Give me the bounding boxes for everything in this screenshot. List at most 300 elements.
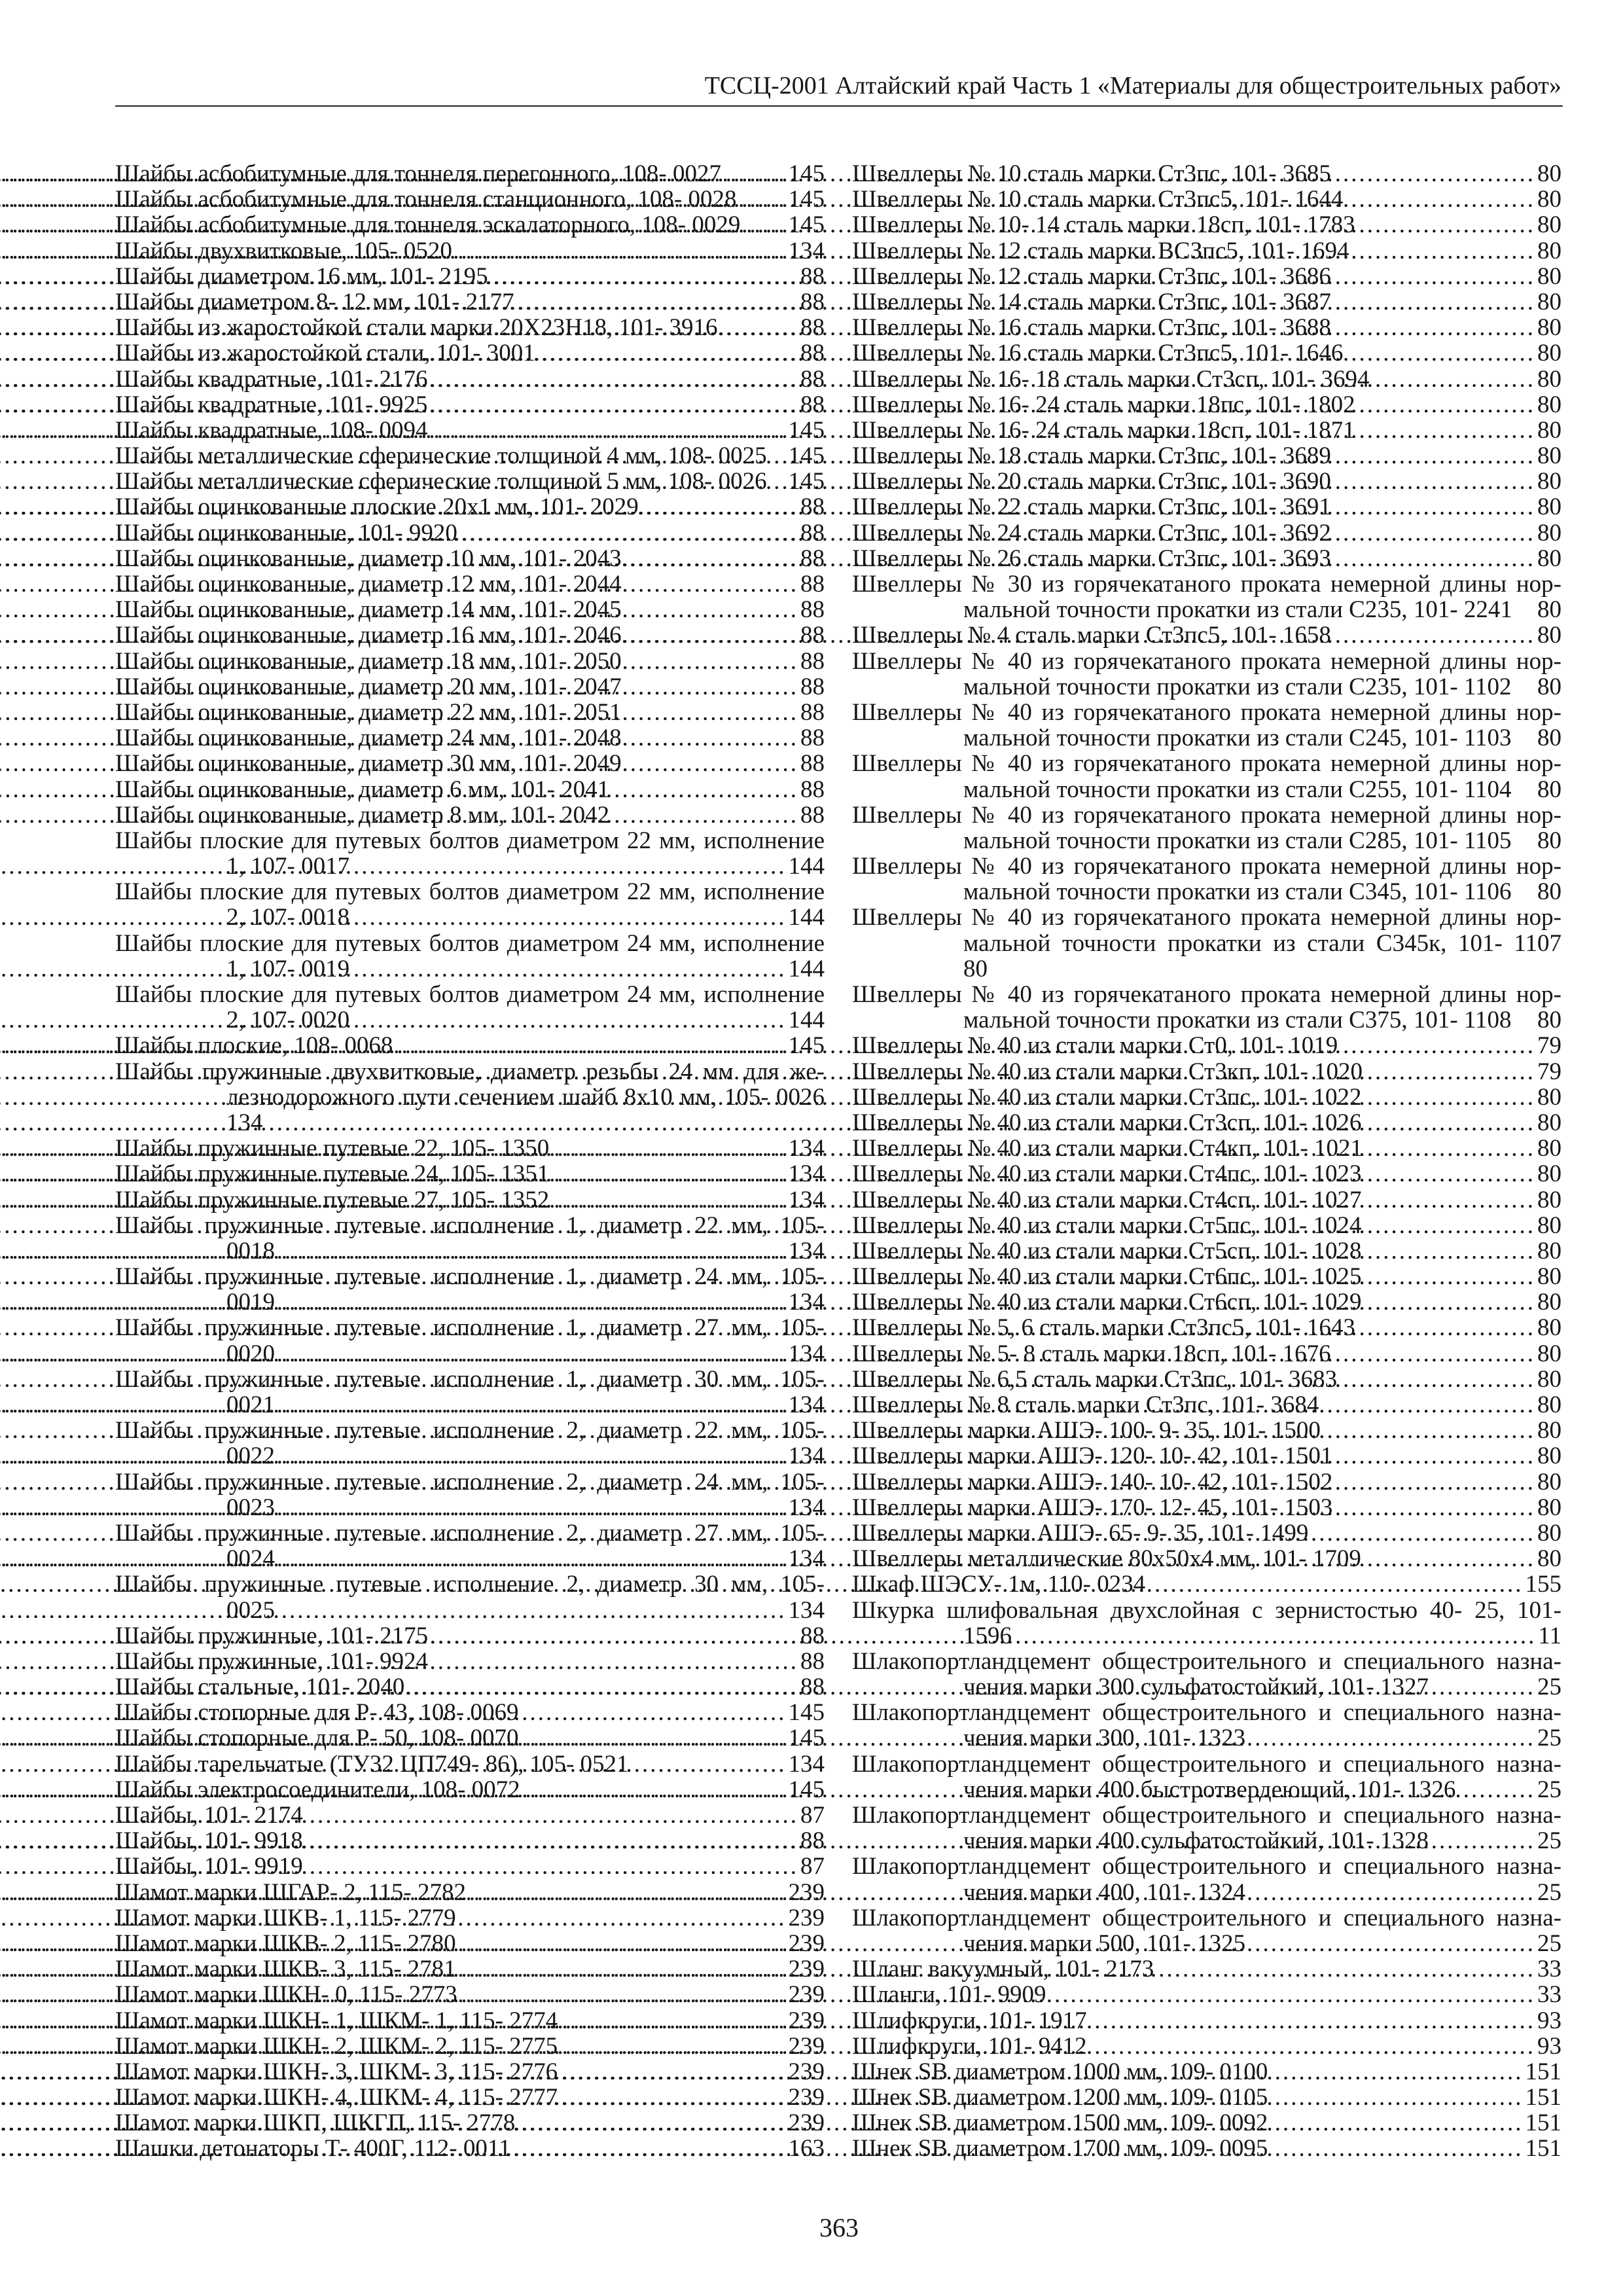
entry-line <box>115 1007 825 1033</box>
entry-text: Швеллеры № 40 из стали марки Ст3кп, 101- 1020 <box>852 1058 1363 1085</box>
leader-dots <box>1013 520 1535 546</box>
index-entry <box>852 392 1561 418</box>
entry-text: Швеллеры металлические 80х50х4 мм, 101- 1709 <box>852 1545 1361 1573</box>
entry-page-number: 80 <box>1537 211 1561 239</box>
entry-text: 0025 <box>226 1596 275 1624</box>
entry-line <box>852 2008 1561 2034</box>
entry-line <box>852 1161 1561 1187</box>
entry-page-number: 79 <box>1537 1032 1561 1060</box>
index-entry <box>852 1136 1561 1161</box>
entry-line <box>852 2085 1561 2110</box>
entry-line <box>115 597 825 622</box>
entry-page-number: 80 <box>1537 391 1561 418</box>
entry-line <box>852 546 1561 571</box>
entry-page-number: 134 <box>788 1391 825 1418</box>
entry-line <box>852 1469 1561 1495</box>
leader-dots <box>1021 1085 1535 1110</box>
entry-text-line: Швеллеры № 40 из горячекатаного проката немерной длины нор- <box>852 853 1561 880</box>
entry-text-line: лезнодорожного пути сечением шайб 8х10 мм, 105- 0026 <box>226 1083 825 1111</box>
entry-page-number: 80 <box>1537 1186 1561 1213</box>
entry-line <box>852 1085 1561 1110</box>
entry-text-line: Шайбы пружинные путевые исполнение 1, диаметр 30 мм, 105- <box>115 1365 825 1393</box>
leader-dots <box>1021 1110 1535 1136</box>
entry-page-number: 80 <box>1537 160 1561 187</box>
entry-line <box>852 1443 1561 1469</box>
index-entry <box>852 340 1561 366</box>
entry-text-line: мальной точности прокатки из стали С345к, 101- 1107 <box>963 929 1561 957</box>
entry-page-number: 25 <box>1537 1725 1561 1752</box>
entry-page-number: 145 <box>788 1776 825 1803</box>
entry-line <box>852 443 1561 469</box>
index-entry <box>852 367 1561 392</box>
entry-text: Шайбы оцинкованные, диаметр 18 мм, 101- 2050 <box>115 647 622 675</box>
entry-text-line: Шайбы пружинные путевые исполнение 1, диаметр 24 мм, 105- <box>115 1263 825 1291</box>
entry-text: мальной точности прокатки из стали С235, 101- 1102 <box>963 673 1512 700</box>
entry-text: Шайбы оцинкованные, 101- 9920 <box>115 519 457 547</box>
entry-line <box>115 777 825 802</box>
entry-page-number: 134 <box>788 1237 825 1265</box>
entry-line <box>852 2034 1561 2059</box>
index-entry <box>852 1982 1561 2007</box>
entry-page-number: 239 <box>788 1956 825 1983</box>
entry-page-number: 144 <box>788 1007 825 1034</box>
entry-page-number: 33 <box>1537 1981 1561 2009</box>
index-entry <box>115 982 825 1033</box>
entry-line <box>852 1546 1561 1571</box>
entry-text: Швеллеры № 10 сталь марки Ст3пс, 101- 3685 <box>852 160 1331 187</box>
index-entry <box>115 1649 825 1674</box>
entry-line <box>115 725 825 751</box>
leader-dots <box>271 853 786 879</box>
index-entry <box>852 751 1561 802</box>
entry-page-number: 80 <box>1537 1083 1561 1111</box>
entry-text: чения марки 400 быстротвердеющий, 101- 1326 <box>963 1776 1456 1803</box>
entry-page-number: 25 <box>1537 1929 1561 1957</box>
entry-page-number: 88 <box>800 340 825 367</box>
entry-text: Швеллеры марки АШЭ- 120- 10- 42, 101- 1501 <box>852 1443 1333 1470</box>
index-entry <box>115 1854 825 1879</box>
entry-text: Шайбы квадратные, 101- 9925 <box>115 391 428 418</box>
entry-line <box>852 520 1561 546</box>
entry-line <box>115 674 825 700</box>
index-entry <box>115 597 825 622</box>
index-entry <box>852 418 1561 443</box>
entry-text-line: Шайбы плоские для путевых болтов диаметром 22 мм, исполнение <box>115 878 825 906</box>
leader-dots <box>931 1982 1535 2007</box>
entry-text: 0024 <box>226 1545 275 1573</box>
index-entry <box>852 1956 1561 1982</box>
entry-text: Швеллеры № 16- 24 сталь марки 18пс, 101- 1802 <box>852 391 1355 418</box>
leader-dots <box>1019 392 1535 418</box>
entry-page-number: 239 <box>788 1904 825 1931</box>
entry-line <box>115 1598 825 1623</box>
leader-dots <box>1010 1418 1535 1443</box>
entry-text-line: Швеллеры № 40 из горячекатаного проката немерной длины нор- <box>852 981 1561 1008</box>
entry-text: Шайбы плоские, 108- 0068 <box>115 1032 393 1060</box>
entry-text: Швеллеры № 26 сталь марки Ст3пс, 101- 3693 <box>852 545 1331 572</box>
entry-page-number: 134 <box>788 237 825 264</box>
entry-page-number: 80 <box>1537 545 1561 572</box>
entry-text: Шланги, 101- 9909 <box>852 1981 1046 2009</box>
entry-text: Шайбы стопорные для Р- 50, 108- 0070 <box>115 1725 519 1752</box>
entry-page-number: 145 <box>788 416 825 444</box>
index-entry <box>852 1187 1561 1213</box>
entry-line <box>852 1367 1561 1392</box>
index-entry <box>852 802 1561 853</box>
leader-dots <box>1054 1880 1535 1905</box>
entry-page-number: 80 <box>1537 622 1561 649</box>
entry-text-line: Шайбы пружинные двухвитковые, диаметр резьбы 24 мм для же- <box>115 1058 825 1085</box>
entry-line <box>852 238 1561 264</box>
entry-page-number: 134 <box>788 1160 825 1188</box>
leader-dots <box>280 777 798 802</box>
entry-text: Швеллеры № 8 сталь марки Ст3пс, 101- 3684 <box>852 1391 1319 1418</box>
entry-page-number: 80 <box>1537 237 1561 264</box>
entry-text: Шамот марки ШКВ- 3, 115- 2781 <box>115 1956 456 1983</box>
entry-text-line: Шайбы пружинные путевые исполнение 1, диаметр 22 мм, 105- <box>115 1211 825 1239</box>
entry-page-number: 144 <box>788 853 825 880</box>
entry-text: мальной точности прокатки из стали С345, 101- 1106 <box>963 878 1512 906</box>
entry-text-line: Шайбы плоские для путевых болтов диаметром 24 мм, исполнение <box>115 981 825 1008</box>
entry-page-number: 87 <box>800 1802 825 1829</box>
entry-text: Шайбы пружинные, 101- 9924 <box>115 1647 429 1675</box>
entry-text: Шайбы из жаростойкой стали марки 20Х23Н18, 101- 3916 <box>115 314 718 342</box>
entry-page-number: 88 <box>800 391 825 418</box>
leader-dots <box>1016 340 1535 366</box>
entry-text: чения марки 500, 101- 1325 <box>963 1929 1246 1957</box>
leader-dots <box>271 905 786 930</box>
leader-dots <box>944 2008 1535 2034</box>
entry-page-number: 88 <box>800 698 825 726</box>
entry-text-line: Шайбы пружинные путевые исполнение 2, диаметр 22 мм, 105- <box>115 1417 825 1444</box>
entry-page-number: 134 <box>788 1596 825 1624</box>
entry-page-number: 88 <box>800 545 825 572</box>
index-entry <box>852 1315 1561 1340</box>
entry-line <box>852 2110 1561 2136</box>
leader-dots <box>283 751 798 776</box>
index-entry <box>852 1085 1561 1110</box>
index-entry <box>852 2136 1561 2161</box>
entry-text: Шамот марки ШГАР- 2, 115- 2782 <box>115 1878 466 1906</box>
index-entry <box>852 1238 1561 1264</box>
entry-text: Шайбы из жаростойкой стали, 101- 3001 <box>115 340 535 367</box>
entry-line <box>852 1392 1561 1418</box>
entry-text: Шланг вакуумный, 101- 2173 <box>852 1956 1154 1983</box>
leader-dots <box>280 802 798 828</box>
entry-text-line: Швеллеры № 40 из горячекатаного проката немерной длины нор- <box>852 647 1561 675</box>
entry-text: Шайбы пружинные путевые 22, 105- 1350 <box>115 1135 550 1162</box>
index-entry <box>852 546 1561 571</box>
index-entry <box>852 1367 1561 1392</box>
index-entry <box>115 1751 825 1777</box>
leader-dots <box>1010 1392 1535 1418</box>
leader-dots <box>1014 1443 1535 1469</box>
entry-line <box>852 1520 1561 1546</box>
entry-page-number: 239 <box>788 2084 825 2111</box>
entry-text: Шайбы стальные, 101- 2040 <box>115 1674 405 1701</box>
leader-dots <box>1013 289 1535 315</box>
entry-page-number: 80 <box>1537 1314 1561 1342</box>
entry-page-number: 88 <box>800 262 825 290</box>
entry-page-number: 134 <box>788 1186 825 1213</box>
entry-page-number: 239 <box>788 2109 825 2137</box>
entry-text: чения марки 300, 101- 1323 <box>963 1725 1246 1752</box>
entry-line <box>852 1828 1561 1854</box>
index-entry <box>852 494 1561 520</box>
entry-text: Шайбы диаметром 8- 12 мм, 101- 2177 <box>115 288 514 315</box>
entry-page-number: 80 <box>1537 1519 1561 1547</box>
entry-text: Швеллеры № 16 сталь марки Ст3пс, 101- 3688 <box>852 314 1331 342</box>
entry-line <box>115 905 825 930</box>
entry-text-line: Швеллеры № 40 из горячекатаного проката немерной длины нор- <box>852 750 1561 778</box>
entry-text: Шашки детонаторы Т- 400Г, 112- 0011 <box>115 2135 511 2162</box>
entry-text-line: Шлакопортландцемент общестроительного и специального назна- <box>852 1853 1561 1880</box>
entry-page-number: 80 <box>1537 1263 1561 1291</box>
entry-page-number: 239 <box>788 2032 825 2060</box>
leader-dots <box>1008 1520 1535 1546</box>
leader-dots <box>192 1854 798 1879</box>
entry-text: Шнек SB диаметром 1500 мм, 109- 0092 <box>852 2109 1268 2137</box>
entry-text: Шнек SB диаметром 1000 мм, 109- 0100 <box>852 2058 1268 2085</box>
index-entry <box>852 1289 1561 1315</box>
index-entry <box>852 622 1561 648</box>
entry-text: Шамот марки ШКН- 3, ШКМ- 3, 115- 2776 <box>115 2058 558 2085</box>
entry-text-line: Шайбы пружинные путевые исполнение 2, диаметр 27 мм, 105- <box>115 1519 825 1547</box>
entry-line <box>852 622 1561 648</box>
entry-text: Шайбы, 101- 9918 <box>115 1827 303 1855</box>
index-entry <box>115 1803 825 1828</box>
leader-dots <box>1019 1315 1535 1340</box>
entry-text: 0021 <box>226 1391 275 1418</box>
entry-text: 0022 <box>226 1443 275 1470</box>
entry-line <box>115 853 825 879</box>
index-entry <box>852 187 1561 212</box>
entry-line <box>852 1033 1561 1058</box>
leader-dots <box>283 700 798 725</box>
leader-dots <box>965 1956 1535 1982</box>
entry-page-number: 88 <box>800 1674 825 1701</box>
entry-text: Шлифкруги, 101- 9412 <box>852 2032 1087 2060</box>
entry-page-number: 80 <box>1537 1443 1561 1470</box>
entry-page-number: 239 <box>788 2058 825 2085</box>
index-entry <box>852 161 1561 187</box>
entry-text: Швеллеры № 40 из стали марки Ст4сп, 101- 1027 <box>852 1186 1362 1213</box>
index-entry <box>852 520 1561 546</box>
entry-page-number: 239 <box>788 1981 825 2009</box>
entry-text: Швеллеры № 40 из стали марки Ст5сп, 101- 1028 <box>852 1237 1362 1265</box>
entry-text-line: Швеллеры № 40 из горячекатаного проката немерной длины нор- <box>852 801 1561 829</box>
entry-text: Шамот марки ШКП, ШКГП, 115- 2778 <box>115 2109 516 2137</box>
entry-text: мальной точности прокатки из стали С235, 101- 2241 <box>963 596 1512 624</box>
entry-text: Шнек SB диаметром 1200 мм, 109- 0105 <box>852 2084 1268 2111</box>
leader-dots <box>1054 1725 1535 1751</box>
entry-line <box>115 956 825 982</box>
entry-line <box>852 2059 1561 2085</box>
entry-line <box>852 1571 1561 1597</box>
entry-text: Шайбы асбобитумные для тоннеля станционного, 108- 0028 <box>115 186 737 213</box>
index-entry <box>115 879 825 930</box>
entry-text-line: Шлакопортландцемент общестроительного и специального назна- <box>852 1802 1561 1829</box>
entry-line <box>852 161 1561 187</box>
leader-dots <box>283 571 798 597</box>
index-entry <box>852 443 1561 469</box>
entry-line <box>852 469 1561 494</box>
entry-text-line: Швеллеры № 40 из горячекатаного проката немерной длины нор- <box>852 698 1561 726</box>
entry-page-number: 145 <box>788 468 825 495</box>
entry-line <box>852 1264 1561 1289</box>
index-entry <box>852 2085 1561 2110</box>
index-entry <box>115 725 825 751</box>
entry-text: Шайбы оцинкованные, диаметр 22 мм, 101- 2051 <box>115 698 622 726</box>
index-entry <box>852 982 1561 1033</box>
page-number: 363 <box>819 2213 859 2242</box>
entry-page-number: 134 <box>788 1135 825 1162</box>
entry-text: Шайбы оцинкованные, диаметр 20 мм, 101- 2047 <box>115 673 622 700</box>
index-entry <box>852 1392 1561 1418</box>
leader-dots <box>1019 418 1535 443</box>
index-entry <box>115 1905 825 1931</box>
entry-page-number: 87 <box>800 1853 825 1880</box>
entry-page-number: 25 <box>1537 1674 1561 1701</box>
leader-dots <box>231 1649 798 1674</box>
entry-text: мальной точности прокатки из стали С245, 101- 1103 <box>963 725 1512 752</box>
entry-text: 0018 <box>226 1237 275 1265</box>
entry-text: Швеллеры № 24 сталь марки Ст3пс, 101- 3692 <box>852 519 1331 547</box>
entry-line <box>852 1931 1561 1956</box>
entry-page-number: 88 <box>800 622 825 649</box>
leader-dots <box>1054 1931 1535 1956</box>
entry-page-number: 80 <box>1537 340 1561 367</box>
entry-text: Швеллеры № 6,5 сталь марки Ст3пс, 101- 3683 <box>852 1365 1338 1393</box>
entry-page-number: 80 <box>1537 878 1561 906</box>
entry-text-line: Швеллеры № 40 из горячекатаного проката немерной длины нор- <box>852 904 1561 931</box>
index-entry <box>852 315 1561 340</box>
entry-page-number: 88 <box>800 365 825 393</box>
leader-dots <box>960 1571 1523 1597</box>
entry-text: Швеллеры № 16 сталь марки Ст3пс5, 101- 1646 <box>852 340 1344 367</box>
entry-text: Шайбы стопорные для Р- 43, 108- 0069 <box>115 1699 519 1727</box>
leader-dots <box>995 2085 1524 2110</box>
entry-page-number: 80 <box>1537 776 1561 803</box>
entry-page-number: 145 <box>788 442 825 470</box>
entry-text: Шайбы двухвитковые, 105- 0520 <box>115 237 452 264</box>
entry-text: 1596 <box>963 1622 1012 1649</box>
entry-text-line: Шлакопортландцемент общестроительного и специального назна- <box>852 1699 1561 1727</box>
entry-line <box>852 315 1561 340</box>
entry-text: Шайбы оцинкованные, диаметр 8 мм, 101- 2042 <box>115 801 610 829</box>
entry-text: Швеллеры № 5, 6 сталь марки Ст3пс5, 101- 1643 <box>852 1314 1355 1342</box>
entry-page-number: 163 <box>788 2135 825 2162</box>
entry-page-number: 88 <box>800 750 825 778</box>
entry-page-number: 80 <box>1537 1494 1561 1521</box>
entry-page-number: 134 <box>788 1545 825 1573</box>
leader-dots <box>192 1803 798 1828</box>
entry-page-number: 155 <box>1525 1571 1561 1598</box>
entry-text: Шлифкруги, 101- 1917 <box>852 2007 1087 2034</box>
leader-dots <box>1096 1674 1535 1700</box>
leader-dots <box>1016 187 1535 212</box>
entry-text: Шайбы квадратные, 108- 0094 <box>115 416 428 444</box>
leader-dots <box>1013 494 1535 520</box>
entry-text-line: Шайбы пружинные путевые исполнение 2, диаметр 24 мм, 105- <box>115 1468 825 1496</box>
index-entry <box>852 1213 1561 1238</box>
entry-text-line: Шайбы плоские для путевых болтов диаметром 24 мм, исполнение <box>115 929 825 957</box>
leader-dots <box>995 2110 1524 2136</box>
entry-text: Шайбы оцинкованные, диаметр 14 мм, 101- 2045 <box>115 596 622 624</box>
entry-page-number: 80 <box>1537 1365 1561 1393</box>
entry-page-number: 145 <box>788 211 825 239</box>
entry-line <box>115 1854 825 1879</box>
index-entry <box>852 700 1561 751</box>
entry-text: 2, 107- 0018 <box>226 904 350 931</box>
entry-text: 1, 107- 0019 <box>226 955 350 982</box>
entry-text: Шайбы квадратные, 101- 2176 <box>115 365 428 393</box>
entry-text-line: Шайбы пружинные путевые исполнение 2, диаметр 30 мм, 105- <box>115 1571 825 1598</box>
entry-page-number: 79 <box>1537 1058 1561 1085</box>
entry-line <box>115 1905 825 1931</box>
index-entry <box>852 1598 1561 1649</box>
entry-line <box>852 1289 1561 1315</box>
entry-line <box>115 1700 825 1725</box>
entry-page-number: 80 <box>1537 519 1561 547</box>
entry-line <box>852 340 1561 366</box>
leader-dots <box>1013 315 1535 340</box>
leader-dots <box>995 2059 1524 2085</box>
entry-text: Швеллеры № 12 сталь марки Ст3пс, 101- 3686 <box>852 262 1331 290</box>
running-header: ТССЦ-2001 Алтайский край Часть 1 «Материалы для общестроительных работ» <box>704 72 1561 99</box>
entry-line <box>852 494 1561 520</box>
entry-page-number: 151 <box>1525 2109 1561 2137</box>
entry-text: чения марки 400, 101- 1324 <box>963 1878 1246 1906</box>
entry-page-number: 80 <box>1537 493 1561 521</box>
entry-page-number: 88 <box>800 519 825 547</box>
entry-page-number: 239 <box>788 2007 825 2034</box>
entry-text: Шайбы пружинные, 101- 2175 <box>115 1622 429 1649</box>
entry-page-number: 80 <box>1537 673 1561 700</box>
entry-page-number: 151 <box>1525 2135 1561 2162</box>
index-entry <box>115 1700 825 1725</box>
leader-dots <box>1021 1238 1535 1264</box>
entry-line <box>852 597 1561 622</box>
entry-page-number: 80 <box>1537 1391 1561 1418</box>
leader-dots <box>1021 1136 1535 1161</box>
index-entry <box>852 853 1561 905</box>
entry-text: Шайбы оцинкованные, диаметр 6 мм, 101- 2041 <box>115 776 610 803</box>
entry-page-number: 80 <box>1537 1468 1561 1496</box>
entry-line <box>852 1956 1561 1982</box>
index-entry <box>852 1469 1561 1495</box>
entry-text: Шайбы тарельчатые (ТУ32 ЦП749- 86), 105- 0521 <box>115 1750 629 1778</box>
entry-text: 1, 107- 0017 <box>226 853 350 880</box>
entry-page-number: 25 <box>1537 1776 1561 1803</box>
leader-dots <box>248 1598 787 1623</box>
entry-page-number: 80 <box>1537 1135 1561 1162</box>
index-entry <box>115 931 825 982</box>
entry-page-number: 25 <box>1537 1827 1561 1855</box>
index-entry <box>115 751 825 776</box>
index-entry <box>115 571 825 597</box>
entry-line <box>852 828 1561 853</box>
entry-line <box>115 1751 825 1777</box>
entry-text: Шамот марки ШКН- 0, 115- 2773 <box>115 1981 457 2009</box>
index-entry <box>852 2059 1561 2085</box>
leader-dots <box>1015 1367 1535 1392</box>
entry-text: Швеллеры № 12 сталь марки ВСЗпс5, 101- 1694 <box>852 237 1349 264</box>
entry-page-number: 88 <box>800 288 825 315</box>
leader-dots <box>1019 212 1535 238</box>
entry-text: Шкаф ШЭСУ- 1м, 110- 0234 <box>852 1571 1146 1598</box>
entry-text-line: Шкурка шлифовальная двухслойная с зернистостью 40- 25, 101- <box>852 1596 1561 1624</box>
